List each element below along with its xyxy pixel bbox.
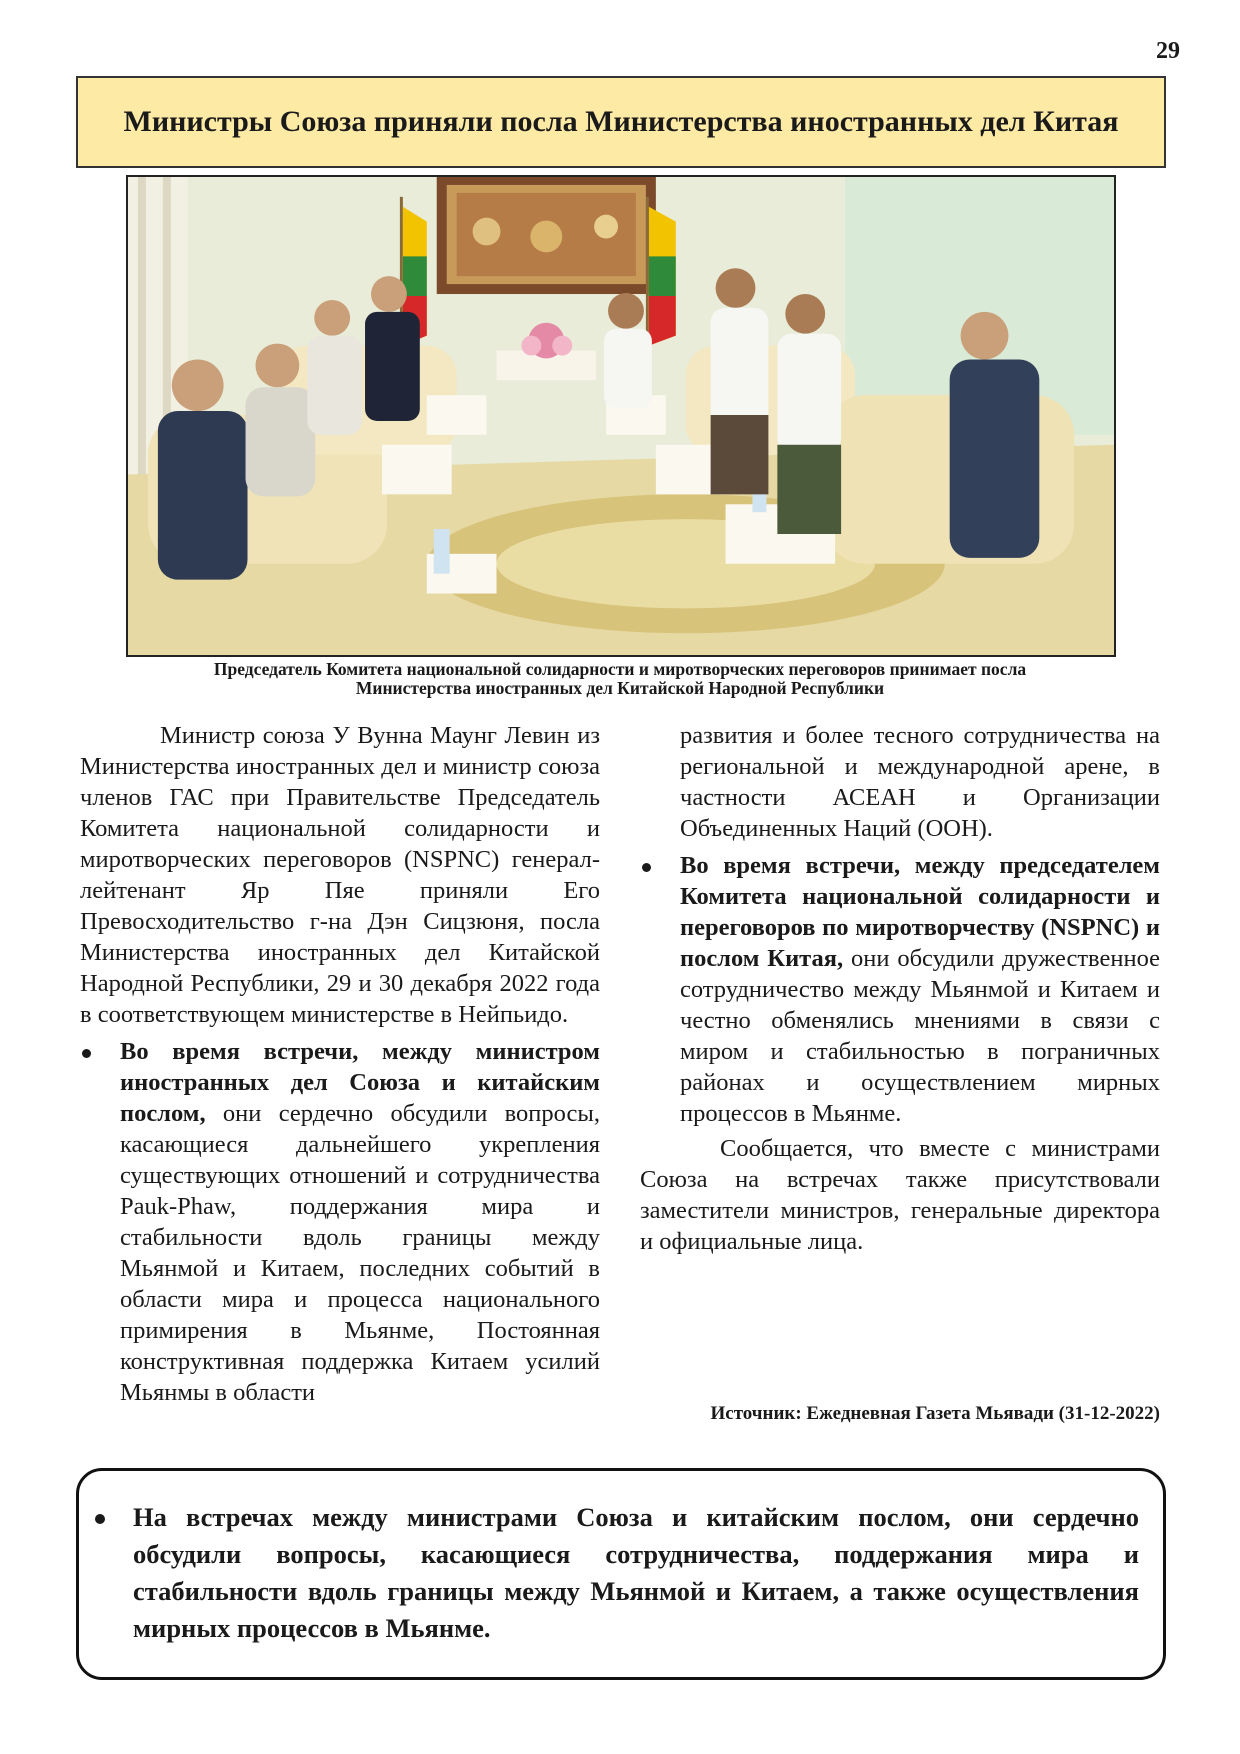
article-title-box — [76, 76, 1166, 168]
article-bullet-1-text: они сердечно обсудили вопросы, касающиеся дальнейшего укрепления существующих отношений и сотрудничества Pauk-Phaw, поддержания мира и стабильности вдоль границы между Мьянмой и Китаем, последних событий в области мира и процесса национального примирения в Мьянме, Постоянная конструктивная поддержка Китаем усилий Мьянмы в области — [120, 1100, 600, 1406]
photo-caption — [110, 660, 1130, 698]
article-bullet-2-text: они обсудили дружественное сотрудничество между Мьянмой и Китаем и честно обменялись мнениями в связи с миром и стабильностью в пограничных районах и осуществлением мирных процессов в Мьянме. — [680, 945, 1160, 1127]
article-source: Источник: Ежедневная Газета Мьявади (31-12-2022) — [710, 1403, 1160, 1424]
article-bullet-1 — [80, 1036, 600, 1408]
article-right-column — [640, 720, 1160, 1257]
photo-caption-line2: Министерства иностранных дел Китайской Народной Республики — [355, 678, 885, 698]
article-left-column — [80, 720, 600, 1408]
bullet-icon — [82, 1049, 91, 1058]
article-title: Министры Союза приняли посла Министерства иностранных дел Китая — [123, 105, 1119, 138]
article-bullet-2 — [640, 850, 1160, 1129]
bullet-icon — [95, 1514, 105, 1524]
summary-text — [133, 1499, 1139, 1647]
article-bullet-1-continued: развития и более тесного сотрудничества на региональной и международной арене, в частности АСЕАН и Организации Объединенных Наций (ООН). — [680, 722, 1160, 842]
meeting-photo-illustration — [128, 177, 1114, 655]
article-closing: Сообщается, что вместе с министрами Союза на встречах также присутствовали заместители министров, генеральные директора и официальные лица. — [640, 1135, 1160, 1255]
bullet-icon — [642, 863, 651, 872]
photo-caption-line1: Председатель Комитета национальной солидарности и миротворческих переговоров принимает посла — [213, 659, 1027, 679]
article-intro: Министр союза У Вунна Маунг Левин из Министерства иностранных дел и министр союза членов ГАС при Правительстве Председатель Комитета национальной солидарности и миротворческих переговоров (NSPNC) генерал-лейтенант Яр Пяе приняли Его Превосходительство г-на Дэн Сицзюня, посла Министерства иностранных дел Китайской Народной Республики, 29 и 30 декабря 2022 года в соответствующем министерстве в Нейпьидо. — [80, 722, 600, 1028]
summary-box — [76, 1468, 1166, 1680]
article-bullet-2-bold: Во время встречи, между председателем Комитета национальной солидарности и переговоров по миротворчеству (NSPNC) и послом Китая, — [680, 852, 1160, 972]
article-bullet-1-bold: Во время встречи, между министром иностранных дел Союза и китайским послом, — [120, 1038, 600, 1127]
page-number: 29 — [1156, 38, 1180, 64]
summary-text-content: На встречах между министрами Союза и китайским послом, они сердечно обсудили вопросы, касающиеся сотрудничества, поддержания мира и стабильности вдоль границы между Мьянмой и Китаем, а также осуществления мирных процессов в Мьянме. — [133, 1502, 1139, 1643]
meeting-photo — [126, 175, 1116, 657]
